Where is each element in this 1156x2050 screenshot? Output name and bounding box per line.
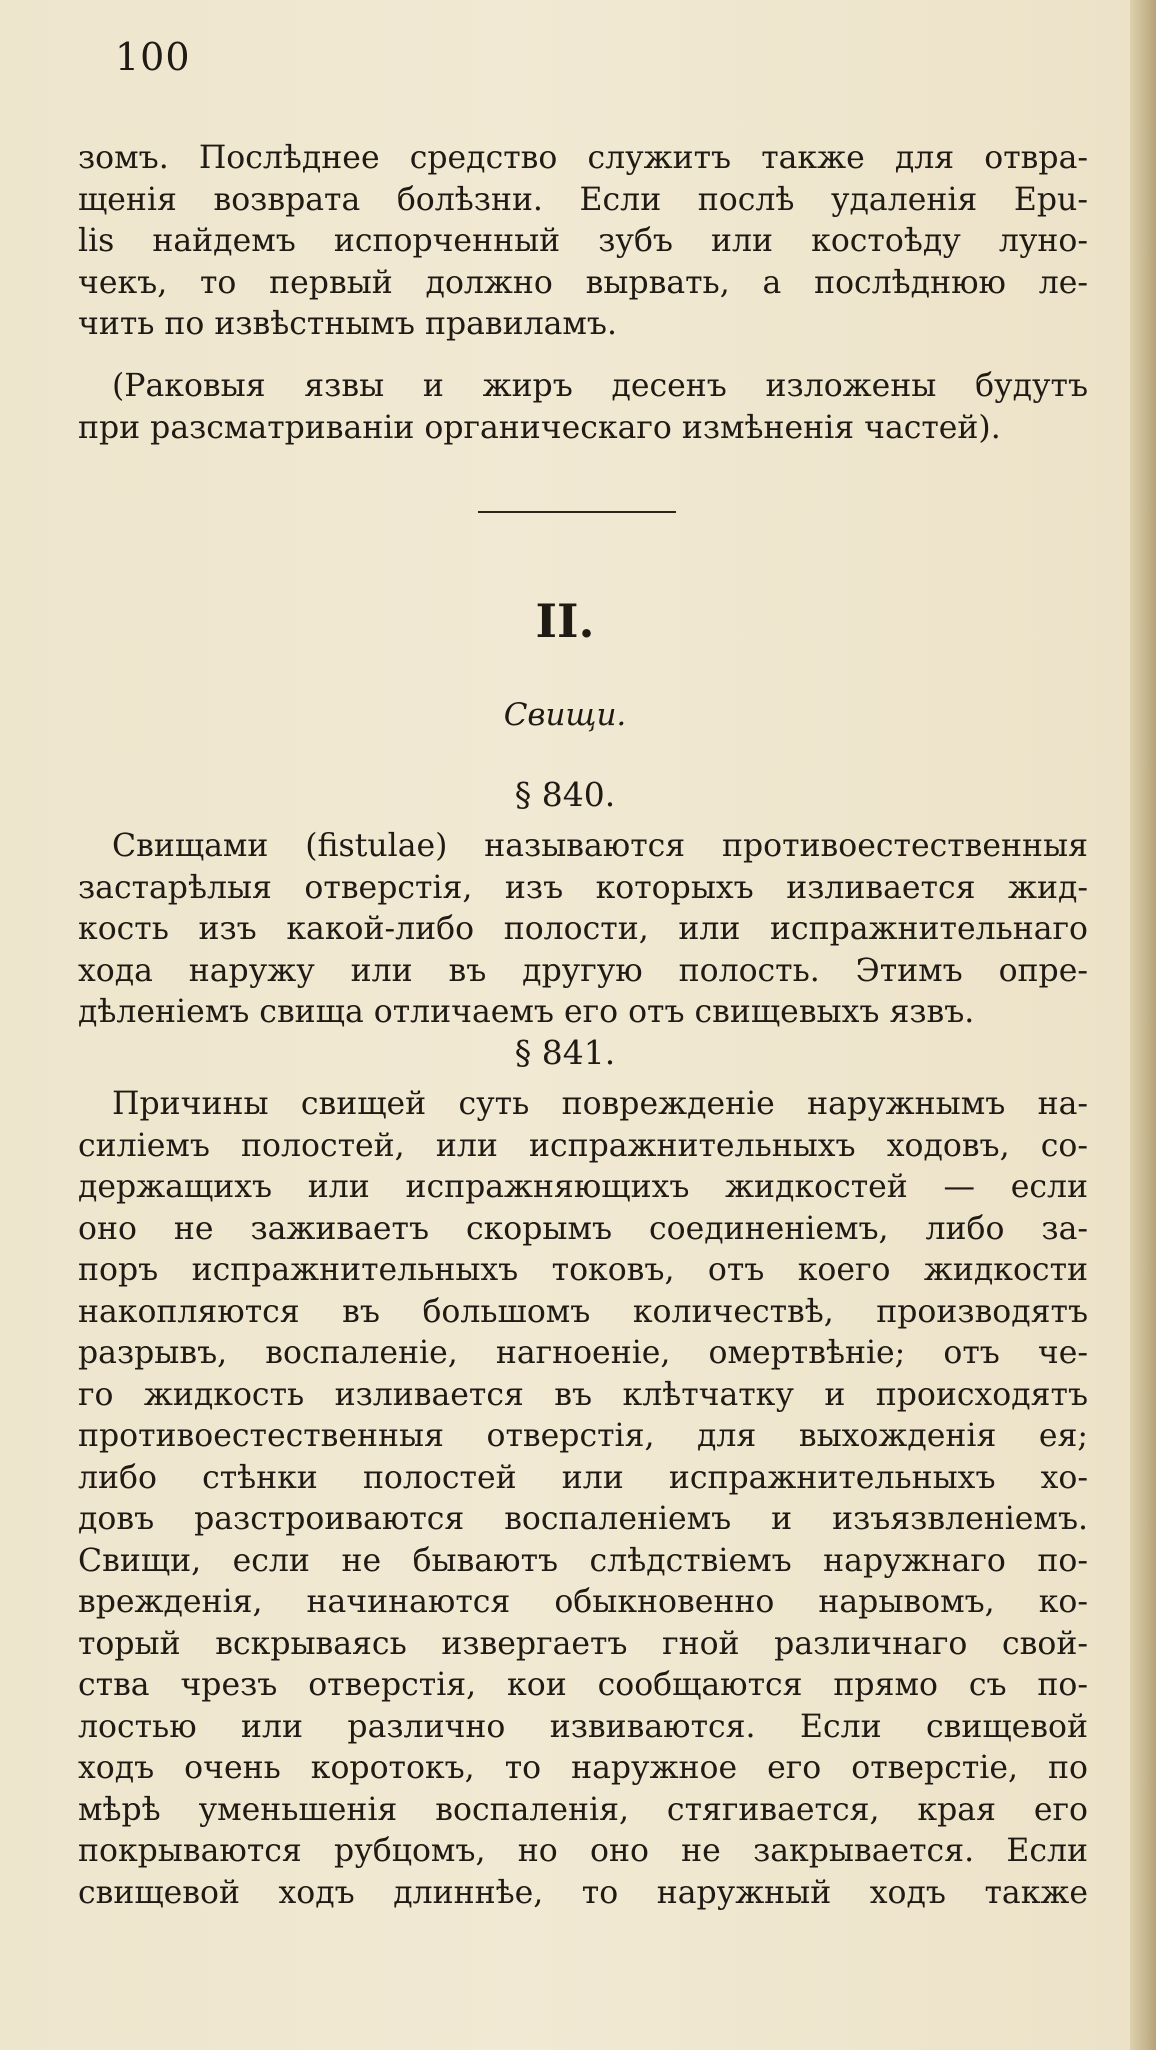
text-line: чить по извѣстнымъ правиламъ. — [78, 306, 617, 342]
text-line: мѣрѣ уменьшенія воспаленія, стягивается, края его — [78, 1791, 1088, 1828]
text-line: лостью или различно извиваются. Если свищевой — [78, 1708, 1088, 1745]
text-line: противоестественныя отверстія, для выхожденія ея; — [78, 1418, 1088, 1454]
text-line: силіемъ полостей, или испражнительныхъ ходовъ, со- — [78, 1127, 1088, 1164]
page-edge-shadow — [1130, 0, 1156, 2050]
text-line: свищевой ходъ длиннѣе, то наружный ходъ также — [78, 1874, 1088, 1911]
text-line: кость изъ какой-либо полости, или испражнительнаго — [78, 911, 1088, 947]
text-line: покрываются рубцомъ, но оно не закрывается. Если — [78, 1833, 1088, 1869]
text-line: поръ испражнительныхъ токовъ, отъ коего жидкости — [78, 1252, 1088, 1288]
chapter-number: II. — [535, 594, 595, 648]
text-line: застарѣлыя отверстія, изъ которыхъ изливается жид- — [78, 869, 1088, 906]
text-line: Свищами (fistulae) называются противоестественныя — [112, 828, 1088, 864]
text-line: хода наружу или въ другую полость. Этимъ опре- — [78, 952, 1088, 989]
text-line: оно не заживаетъ скорымъ соединеніемъ, либо за- — [78, 1210, 1088, 1247]
text-line: чекъ, то первый должно вырвать, а послѣднюю ле- — [78, 264, 1088, 301]
chapter-title: Свищи. — [503, 697, 627, 733]
note-paragraph — [78, 366, 1088, 449]
section-divider — [478, 511, 676, 513]
text-line: Причины свищей суть поврежденіе наружнымъ на- — [112, 1086, 1088, 1122]
text-line: разрывъ, воспаленіе, нагноеніе, омертвѣніе; отъ че- — [78, 1335, 1088, 1371]
section-841-paragraph — [78, 1084, 1088, 1914]
text-line: накопляются въ большомъ количествѣ, производятъ — [78, 1293, 1088, 1330]
text-line: (Раковыя язвы и жиръ десенъ изложены будутъ — [112, 368, 1088, 404]
text-line: ства чрезъ отверстія, кои сообщаются прямо съ по- — [78, 1667, 1088, 1703]
section-heading-840: § 840. — [514, 775, 616, 814]
intro-paragraph — [78, 138, 1088, 346]
text-line: ходъ очень коротокъ, то наружное его отверстіе, по — [78, 1750, 1088, 1786]
text-line: либо стѣнки полостей или испражнительныхъ хо- — [78, 1459, 1088, 1496]
text-line: Свищи, если не бываютъ слѣдствіемъ наружнаго по- — [78, 1542, 1088, 1579]
section-heading-841: § 841. — [514, 1033, 616, 1072]
text-line: щенія возврата болѣзни. Если послѣ удаленія Epu- — [78, 181, 1088, 218]
text-line: торый вскрываясь извергаетъ гной различнаго свой- — [78, 1625, 1088, 1662]
text-line: зомъ. Послѣднее средство служитъ также для отвра- — [78, 140, 1088, 176]
page-number: 100 — [115, 35, 191, 79]
text-line: дѣленіемъ свища отличаемъ его отъ свищевыхъ язвъ. — [78, 994, 975, 1030]
text-line: lis найдемъ испорченный зубъ или костоѣду луно- — [78, 223, 1088, 259]
text-line: го жидкость изливается въ клѣтчатку и происходятъ — [78, 1376, 1088, 1413]
text-line: врежденія, начинаются обыкновенно нарывомъ, ко- — [78, 1584, 1088, 1620]
text-line: довъ разстроиваются воспаленіемъ и изъязвленіемъ. — [78, 1501, 1088, 1537]
text-line: при разсматриваніи органическаго измѣненія частей). — [78, 409, 1001, 446]
text-line: держащихъ или испражняющихъ жидкостей — если — [78, 1169, 1088, 1205]
section-840-paragraph — [78, 826, 1088, 1034]
